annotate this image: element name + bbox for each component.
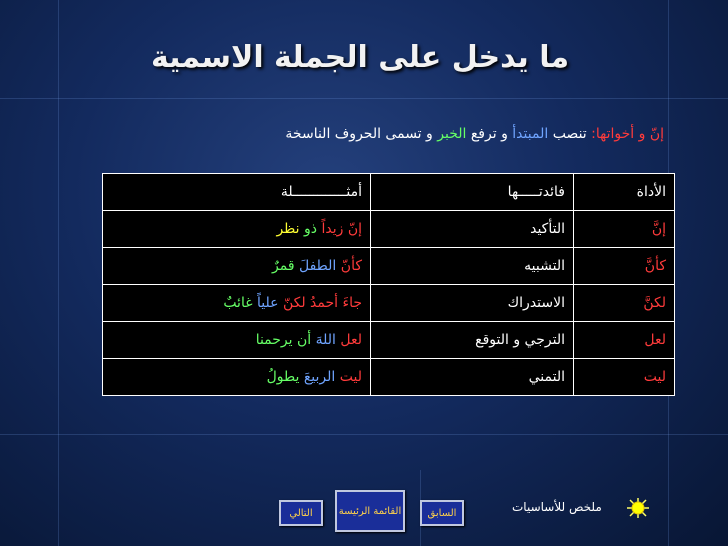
table-row — [103, 359, 675, 396]
example-segment: اللهَ — [315, 332, 341, 348]
table-row — [103, 211, 675, 248]
background-line — [58, 0, 59, 546]
example-segment: لكنّ — [282, 295, 311, 311]
example-cell — [103, 322, 371, 359]
example-cell — [103, 285, 371, 322]
tool-cell: ليت — [574, 359, 675, 396]
example-segment: أن يرحمنا — [255, 332, 316, 348]
slide-title: ما يدخل على الجملة الاسمية — [150, 40, 570, 75]
example-segment: نظر — [276, 221, 305, 237]
example-segment: جاءَ أحمدُ — [310, 295, 362, 311]
purpose-cell: التأكيد — [371, 211, 574, 248]
example-segment: علياً — [257, 295, 283, 311]
intro-text — [285, 126, 664, 142]
background-line — [0, 434, 728, 435]
main-menu-button[interactable]: القائمة الرئيسة — [335, 490, 405, 532]
purpose-cell: التمني — [371, 359, 574, 396]
example-segment: الطفلَ — [299, 258, 341, 274]
example-cell — [103, 248, 371, 285]
purpose-cell: الترجي و التوقع — [371, 322, 574, 359]
example-segment: الربيعَ — [303, 369, 340, 385]
background-line — [0, 98, 728, 99]
intro-subject: المبتدأ — [512, 126, 549, 142]
footer-text: ملخص للأساسيات — [512, 500, 602, 514]
header-purpose: فائدتـــــها — [371, 174, 574, 211]
tool-cell: كأنَّ — [574, 248, 675, 285]
intro-part-2: و ترفع — [470, 126, 508, 142]
intro-part-1: تنصب — [552, 126, 587, 142]
example-segment: يطولُ — [266, 369, 304, 385]
tool-cell: إنَّ — [574, 211, 675, 248]
purpose-cell: الاستدراك — [371, 285, 574, 322]
table-header-row — [103, 174, 675, 211]
example-segment: كأنّ — [340, 258, 362, 274]
example-cell — [103, 359, 371, 396]
tool-cell: لكنَّ — [574, 285, 675, 322]
table-row — [103, 248, 675, 285]
example-segment: غائبٌ — [223, 295, 257, 311]
example-segment: لعل — [340, 332, 362, 348]
table-row — [103, 322, 675, 359]
intro-part-3: و تسمى الحروف الناسخة — [285, 126, 433, 142]
sun-icon — [624, 498, 652, 518]
intro-predicate: الخبر — [437, 126, 467, 142]
header-tool: الأداة — [574, 174, 675, 211]
example-segment: ذو — [304, 221, 322, 237]
previous-button[interactable]: السابق — [420, 500, 464, 526]
intro-label: إنّ و أخواتها: — [591, 126, 664, 142]
particles-table — [102, 173, 675, 396]
purpose-cell: التشبيه — [371, 248, 574, 285]
next-button[interactable]: التالي — [279, 500, 323, 526]
header-examples: أمثـــــــــــــلة — [103, 174, 371, 211]
example-segment: قمرٌ — [272, 258, 299, 274]
table-row — [103, 285, 675, 322]
example-segment: ليت — [339, 369, 362, 385]
tool-cell: لعل — [574, 322, 675, 359]
example-segment: إنّ زيداً — [321, 221, 362, 237]
example-cell — [103, 211, 371, 248]
